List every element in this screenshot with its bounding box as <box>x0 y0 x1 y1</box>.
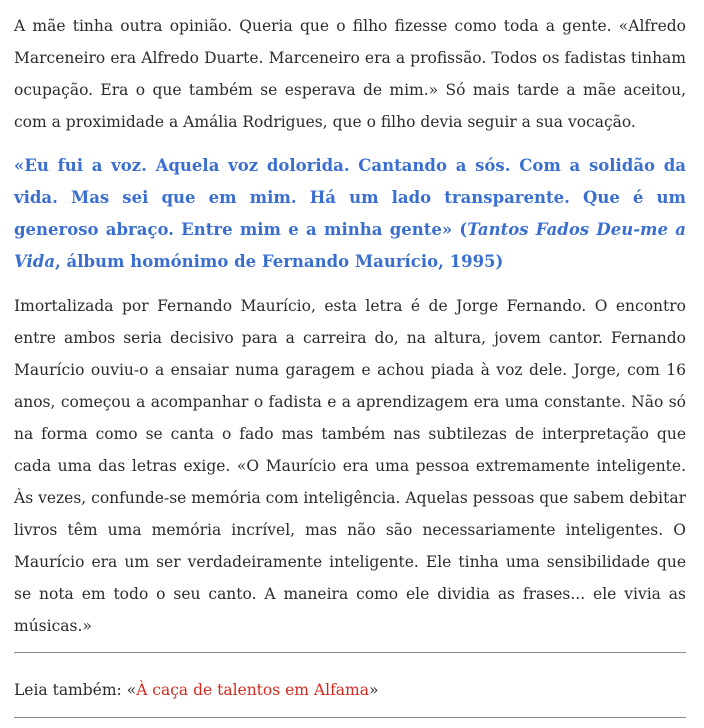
see-also <box>14 653 686 717</box>
see-also-link[interactable]: À caça de talentos em Alfama <box>136 681 369 699</box>
see-also-suffix: » <box>369 681 379 699</box>
article-body <box>14 10 686 718</box>
quote-source-open: ( <box>452 220 468 239</box>
quote-source-title: Tantos Fados Deu-me a Vida <box>14 220 686 271</box>
quote-source-rest: , álbum homónimo de Fernando Maurício, 1995) <box>55 252 504 271</box>
paragraph-jorge-fernando: Imortalizada por Fernando Maurício, esta letra é de Jorge Fernando. O encontro entre ambos seria decisivo para a carreira do, na altura, jovem cantor. Fernando Maurício ouviu-o a ensaiar numa garagem e achou piada à voz dele. Jorge, com 16 anos, começou a acompanhar o fadista e a aprendizagem era uma constante. Não só na forma como se canta o fado mas também nas subtilezas de interpretação que cada uma das letras exige. «O Maurício era uma pessoa extremamente inteligente. Às vezes, confunde-se memória com inteligência. Aquelas pessoas que sabem debitar livros têm uma memória incrível, mas não são necessariamente inteligentes. O Maurício era um ser verdadeiramente inteligente. Ele tinha uma sensibilidade que se nota em todo o seu canto. A maneira como ele dividia as frases... ele vivia as músicas.» <box>14 297 686 635</box>
quote-lyrics: «Eu fui a voz. Aquela voz dolorida. Cantando a sós. Com a solidão da vida. Mas sei que em mim. Há um lado transparente. Que é um generoso abraço. Entre mim e a minha gente» <box>14 156 686 239</box>
paragraph-mother-opinion: A mãe tinha outra opinião. Queria que o filho fizesse como toda a gente. «Alfredo Marceneiro era Alfredo Duarte. Marceneiro era a profissão. Todos os fadistas tinham ocupação. Era o que também se esperava de mim.» Só mais tarde a mãe aceitou, com a proximidade a Amália Rodrigues, que o filho devia seguir a sua vocação. <box>14 17 686 131</box>
see-also-prefix: Leia também: « <box>14 681 137 699</box>
pull-quote <box>14 150 686 278</box>
divider-bottom <box>14 717 686 718</box>
